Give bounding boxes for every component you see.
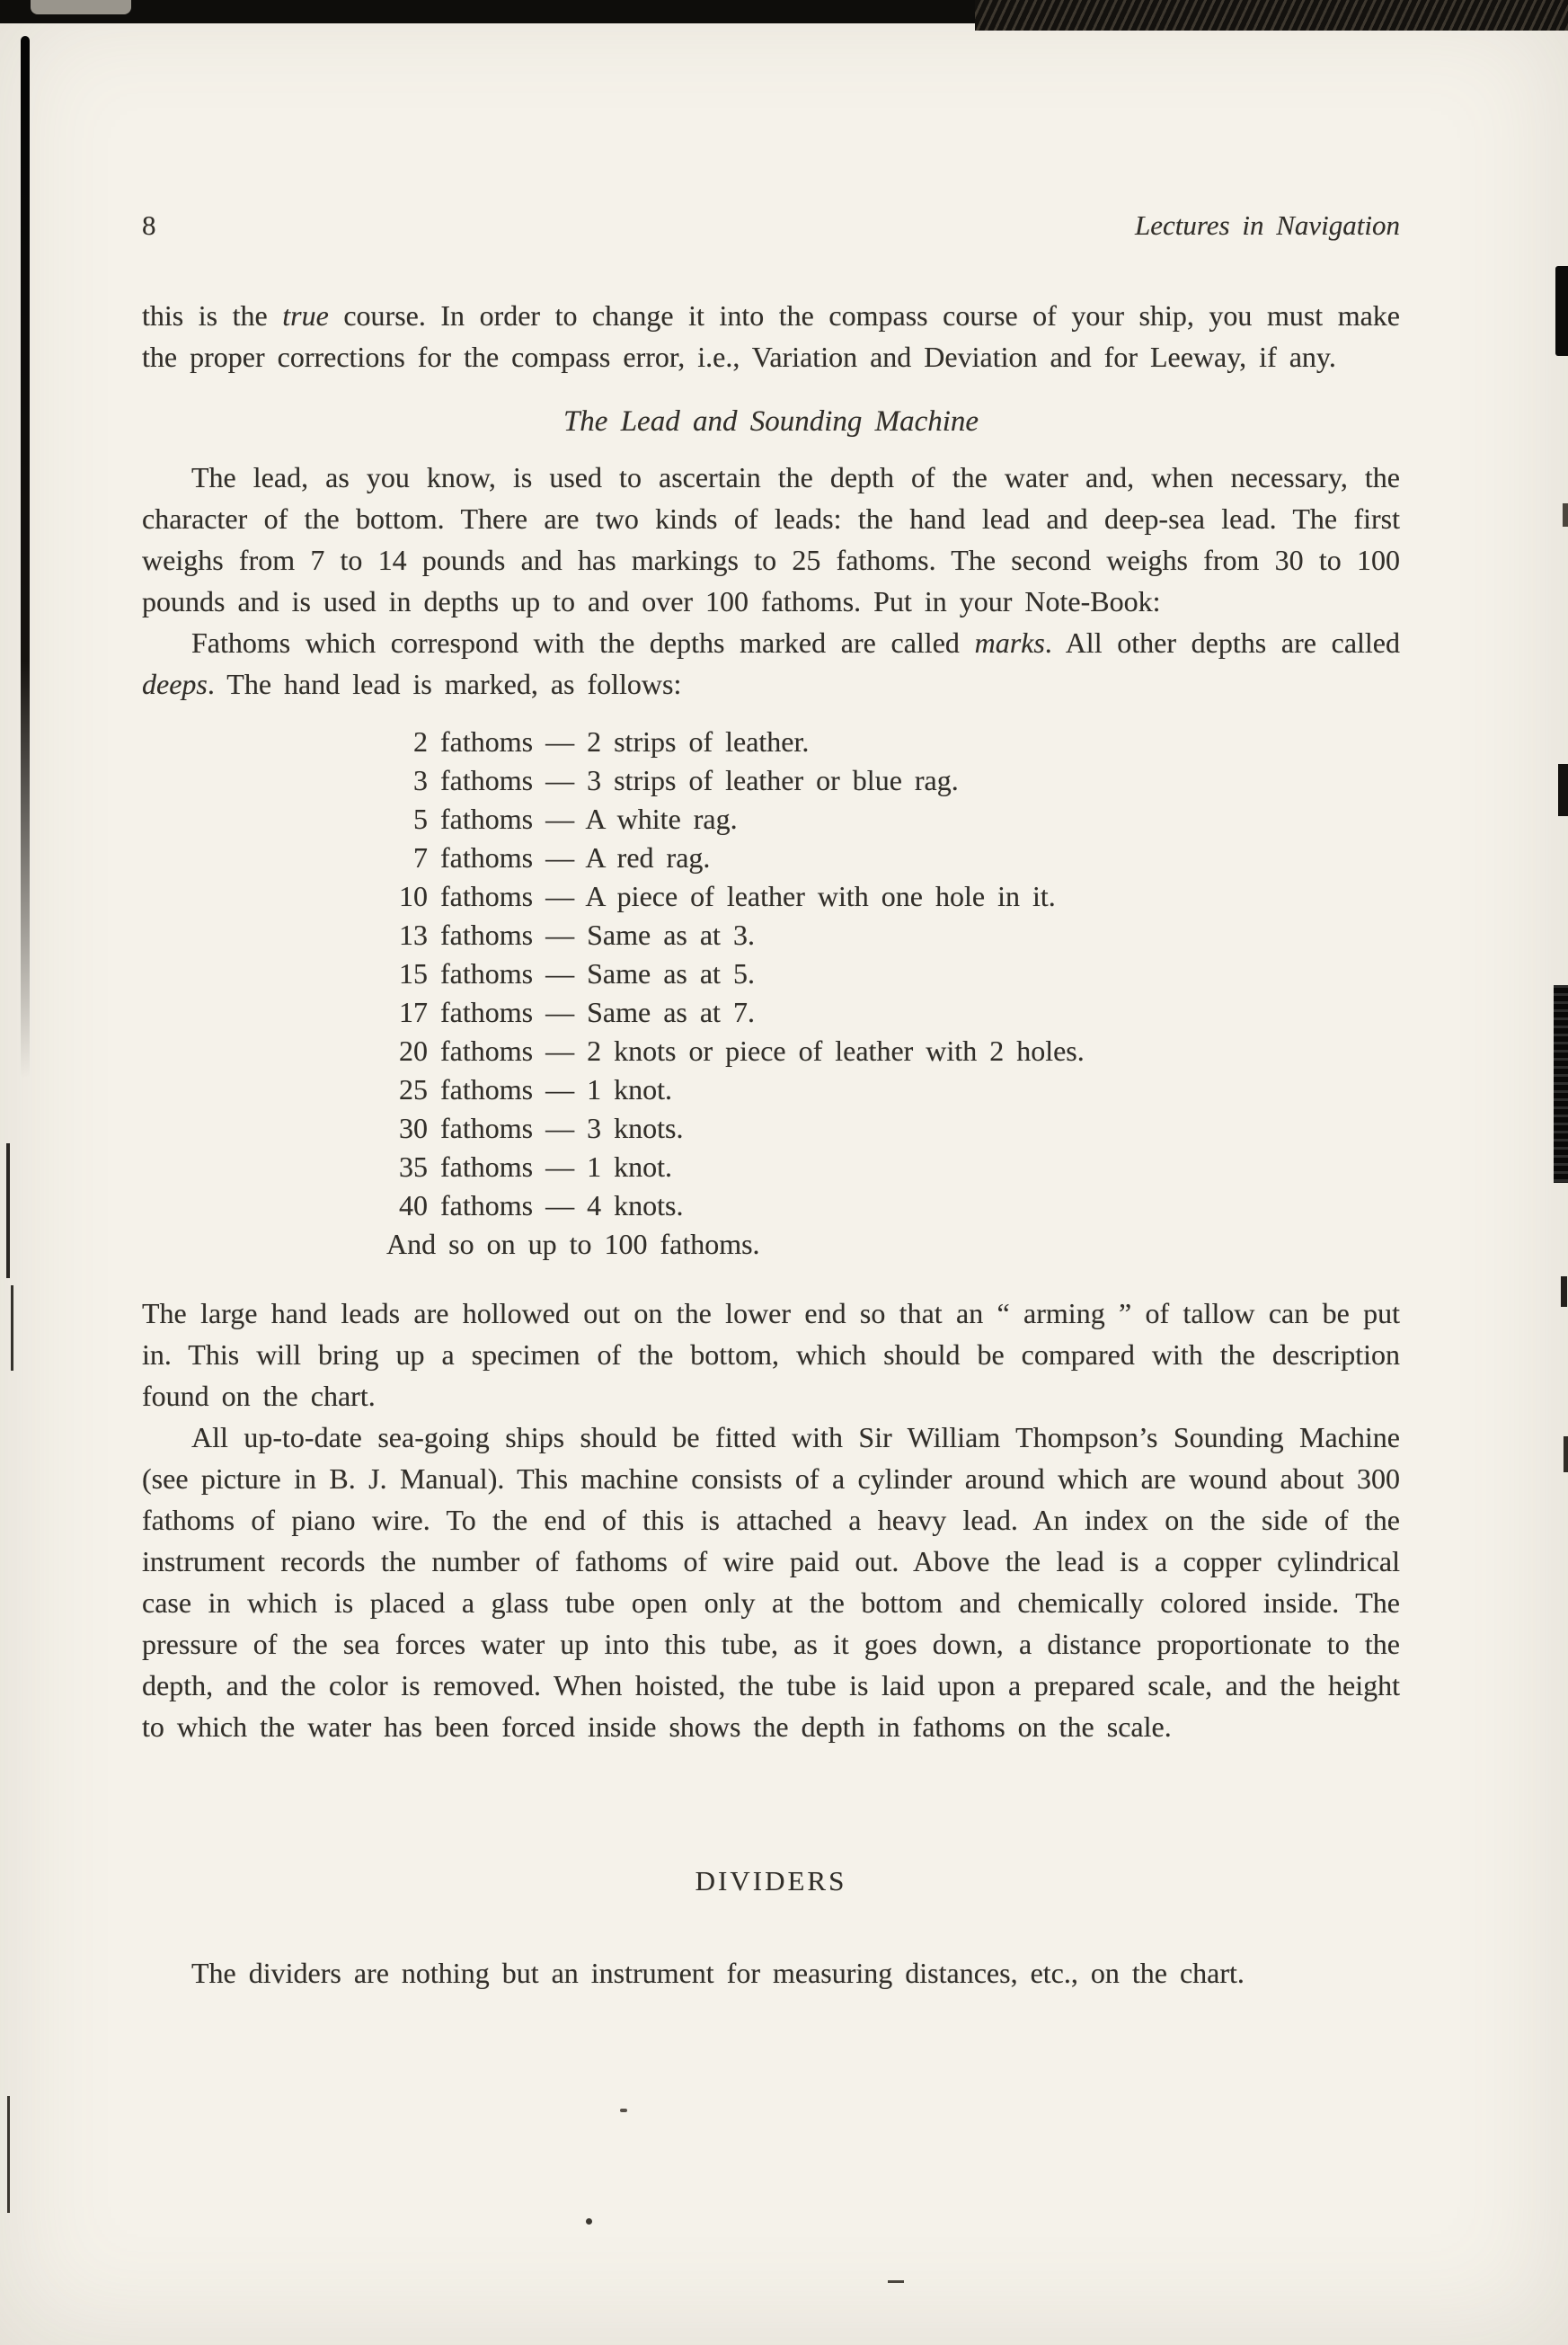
emphasis-deeps: deeps	[142, 668, 208, 700]
lead-markings-footer: And so on up to 100 fathoms.	[386, 1228, 760, 1260]
fathom-number: 20	[399, 1035, 428, 1067]
scan-artifact-right-edge	[1555, 266, 1568, 356]
fathom-marking: fathoms — 1 knot.	[440, 1073, 672, 1106]
paragraph-text: this is the	[142, 299, 283, 332]
lead-marking-row	[386, 877, 1400, 916]
fathom-number: 7	[413, 841, 428, 874]
lead-marking-row	[386, 1070, 1400, 1109]
emphasis-marks: marks	[974, 626, 1045, 659]
scan-artifact-speck	[888, 2280, 904, 2283]
scan-artifact-top-patch	[31, 0, 131, 14]
running-title: Lectures in Navigation	[1135, 209, 1400, 241]
paragraph-marks-and-deeps	[142, 622, 1400, 705]
scan-artifact-top-bar	[0, 0, 1568, 23]
fathom-number: 2	[413, 725, 428, 758]
fathom-number: 15	[399, 957, 428, 990]
paragraph-text: . All other depths are called	[1044, 626, 1401, 659]
fathom-marking: fathoms — Same as at 5.	[440, 957, 755, 990]
fathom-marking: fathoms — 2 knots or piece of leather with 2 holes.	[440, 1035, 1085, 1067]
lead-marking-row	[386, 839, 1400, 877]
lead-marking-row	[386, 916, 1400, 955]
fathom-marking: fathoms — 4 knots.	[440, 1189, 684, 1221]
scan-artifact-right-edge	[1563, 503, 1568, 527]
fathom-marking: fathoms — Same as at 3.	[440, 919, 755, 951]
page-number: 8	[142, 209, 156, 241]
fathom-marking: fathoms — A piece of leather with one hole in it.	[440, 880, 1056, 912]
page-body	[142, 205, 1400, 1994]
fathom-number: 3	[413, 764, 428, 796]
emphasis-true: true	[282, 299, 329, 332]
paragraph-hand-leads-arming: The large hand leads are hollowed out on the lower end so that an “ arming ” of tallow can be put in. This will bring up a specimen of the bottom, which should be compared with the description found on the chart.	[142, 1297, 1400, 1412]
lead-marking-row	[386, 1109, 1400, 1148]
paragraph-intro	[142, 295, 1400, 378]
scan-artifact-right-edge	[1554, 985, 1568, 1183]
section-heading-lead-and-sounding-machine: The Lead and Sounding Machine	[563, 405, 979, 438]
fathom-marking: fathoms — A white rag.	[440, 803, 738, 835]
lead-marking-row	[386, 800, 1400, 839]
paragraph-dividers: The dividers are nothing but an instrument for measuring distances, etc., on the chart.	[191, 1957, 1245, 1989]
lead-marking-row	[386, 993, 1400, 1032]
fathom-number: 40	[399, 1189, 428, 1221]
fathom-number: 17	[399, 996, 428, 1028]
fathom-number: 30	[399, 1112, 428, 1144]
paragraph-lead-description: The lead, as you know, is used to ascertain the depth of the water and, when necessary, the character of the bottom. There are two kinds of leads: the hand lead and deep-sea lead. The first weighs from 7 to 14 pounds and has markings to 25 fathoms. The second weighs from 30 to 100 pounds and is used in depths up to and over 100 fathoms. Put in your Note-Book:	[142, 461, 1400, 617]
fathom-marking: fathoms — 1 knot.	[440, 1150, 672, 1183]
scan-artifact-spine-shadow	[21, 36, 30, 1079]
fathom-marking: fathoms — Same as at 7.	[440, 996, 755, 1028]
fathom-marking: fathoms — 3 knots.	[440, 1112, 684, 1144]
lead-marking-row	[386, 723, 1400, 761]
paragraph-text: Fathoms which correspond with the depths marked are called	[191, 626, 975, 659]
paragraph-text: . The hand lead is marked, as follows:	[207, 668, 682, 700]
page-header	[142, 205, 1400, 246]
scan-artifact-right-edge	[1564, 1436, 1568, 1472]
lead-marking-row	[386, 1032, 1400, 1070]
section-heading-dividers: DIVIDERS	[695, 1865, 847, 1896]
scan-artifact-right-edge	[1561, 1276, 1567, 1307]
fathom-marking: fathoms — 3 strips of leather or blue rag.	[440, 764, 959, 796]
fathom-number: 13	[399, 919, 428, 951]
lead-marking-row	[386, 1186, 1400, 1225]
scan-artifact-spine-tick	[7, 2096, 10, 2213]
fathom-number: 10	[399, 880, 428, 912]
fathom-number: 25	[399, 1073, 428, 1106]
lead-marking-row	[386, 1148, 1400, 1186]
lead-marking-row	[386, 761, 1400, 800]
scan-artifact-speck	[620, 2109, 627, 2112]
lead-markings-list	[386, 723, 1400, 1264]
fathom-number: 5	[413, 803, 428, 835]
paragraph-sounding-machine: All up-to-date sea-going ships should be fitted with Sir William Thompson’s Sounding Machine (see picture in B. J. Manual). This machine consists of a cylinder around which are wound about 300 fathoms of piano wire. To the end of this is attached a heavy lead. An index on the side of the instrument records the number of fathoms of wire paid out. Above the lead is a copper cylindrical case in which is placed a glass tube open only at the bottom and chemically colored inside. The pressure of the sea forces water up into this tube, as it goes down, a distance proportionate to the depth, and the color is removed. When hoisted, the tube is laid upon a prepared scale, and the height to which the water has been forced inside shows the depth in fathoms on the scale.	[142, 1421, 1400, 1743]
fathom-marking: fathoms — A red rag.	[440, 841, 711, 874]
fathom-marking: fathoms — 2 strips of leather.	[440, 725, 810, 758]
scan-artifact-right-edge	[1558, 764, 1568, 816]
paragraph-text: course. In order to change it into the compass course of your ship, you must make the proper corrections for the compass error, i.e., Variation and Deviation and for Leeway, if any.	[142, 299, 1401, 373]
scan-artifact-spine-tick	[11, 1285, 13, 1371]
scan-artifact-speck	[586, 2218, 592, 2225]
scan-artifact-spine-tick	[6, 1143, 10, 1278]
fathom-number: 35	[399, 1150, 428, 1183]
lead-marking-row	[386, 955, 1400, 993]
